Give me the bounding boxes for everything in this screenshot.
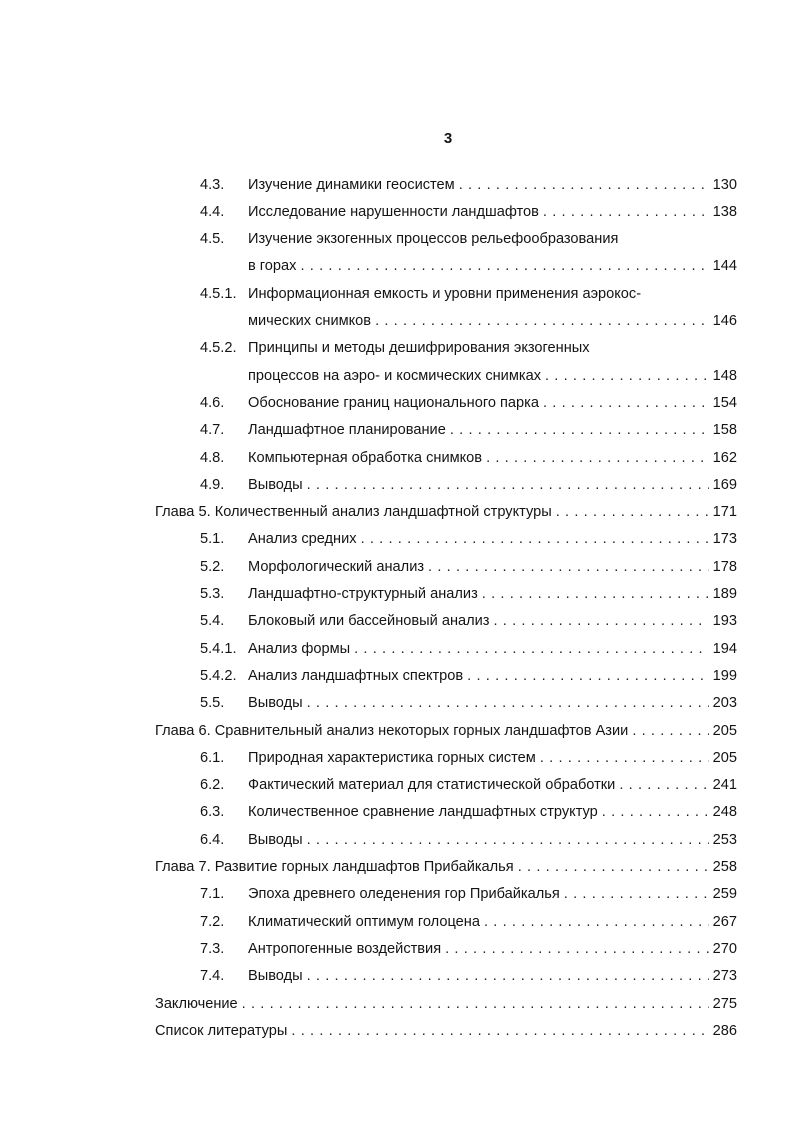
toc-entry: [200, 963, 737, 990]
dot-leader: [361, 531, 709, 547]
toc-entry: [200, 389, 737, 416]
toc-entry: [200, 198, 737, 225]
toc-entry: [200, 799, 737, 826]
page-ref: 178: [712, 558, 737, 575]
toc-entry: [200, 935, 737, 962]
section-title: Эпоха древнего оледенения гор Прибайкалья: [248, 886, 560, 903]
page-ref: 275: [712, 995, 737, 1012]
toc-entry-line: [200, 226, 737, 253]
page-ref: 158: [712, 422, 737, 439]
page-ref: 259: [712, 886, 737, 903]
section-title: Блоковый или бассейновый анализ: [248, 613, 490, 630]
section-title: процессов на аэро- и космических снимках: [248, 367, 541, 384]
dot-leader: [307, 832, 709, 848]
section-number: 6.3.: [200, 804, 225, 821]
section-title: Анализ ландшафтных спектров: [248, 667, 464, 684]
toc-entry: [155, 854, 737, 881]
page-ref: 286: [712, 1022, 737, 1039]
page-ref: 173: [712, 531, 737, 548]
page-ref: 270: [712, 940, 737, 957]
dot-leader: [459, 177, 709, 193]
page-ref: 130: [712, 176, 737, 193]
dot-leader: [291, 1023, 708, 1039]
section-title: Ландшафтное планирование: [248, 422, 446, 439]
page-ref: 154: [712, 394, 737, 411]
section-title: Выводы: [248, 695, 303, 712]
section-title: Климатический оптимум голоцена: [248, 913, 480, 930]
section-title: Глава 5. Количественный анализ ландшафтной структуры: [155, 504, 552, 521]
section-number: 6.1.: [200, 749, 225, 766]
dot-leader: [564, 886, 709, 902]
section-number: 4.9.: [200, 476, 225, 493]
toc-entry: [200, 881, 737, 908]
page-ref: 169: [712, 476, 737, 493]
page-ref: 194: [712, 640, 737, 657]
toc-entry: [200, 690, 737, 717]
page-ref: 144: [712, 258, 737, 275]
section-number: 5.4.: [200, 613, 225, 630]
toc-entry: [200, 772, 737, 799]
section-title: в горах: [248, 258, 297, 275]
dot-leader: [450, 422, 709, 438]
section-title: Информационная емкость и уровни применения аэрокос-: [248, 285, 642, 302]
section-title: Обоснование границ национального парка: [248, 394, 539, 411]
page-ref: 273: [712, 968, 737, 985]
page-ref: 205: [712, 749, 737, 766]
section-title: Выводы: [248, 476, 303, 493]
toc-entry: [155, 990, 737, 1017]
page-ref: 248: [712, 804, 737, 821]
section-title: Анализ формы: [248, 640, 351, 657]
section-number: 4.8.: [200, 449, 225, 466]
dot-leader: [428, 559, 709, 575]
page-ref: 189: [712, 586, 737, 602]
toc-entry: [155, 1017, 737, 1044]
section-number: 6.2.: [200, 777, 225, 794]
section-number: 5.5.: [200, 695, 225, 712]
section-number: 7.1.: [200, 886, 225, 903]
section-title: Принципы и методы дешифрирования экзогенных: [248, 340, 590, 357]
toc-entry: [248, 253, 737, 280]
dot-leader: [445, 941, 709, 957]
dot-leader: [482, 586, 709, 602]
section-number: 4.7.: [200, 422, 225, 439]
page-ref: 193: [712, 613, 737, 630]
page-ref: 162: [712, 449, 737, 466]
section-title: Выводы: [248, 968, 303, 985]
section-title: Фактический материал для статистической обработки: [248, 777, 616, 794]
dot-leader: [375, 313, 709, 329]
page-ref: 171: [712, 504, 737, 521]
section-title: Исследование нарушенности ландшафтов: [248, 203, 539, 220]
page-ref: 138: [712, 203, 737, 220]
dot-leader: [543, 395, 709, 411]
dot-leader: [518, 859, 709, 875]
section-title: Заключение: [155, 995, 238, 1012]
section-number: 7.3.: [200, 940, 225, 957]
section-title: Выводы: [248, 831, 303, 848]
toc-entry: [200, 635, 737, 662]
section-title: Компьютерная обработка снимков: [248, 449, 483, 466]
section-number: 5.2.: [200, 558, 225, 575]
section-number: 6.4.: [200, 831, 225, 848]
section-title: Ландшафтно-структурный анализ: [248, 586, 478, 602]
section-number: 5.3.: [200, 586, 225, 602]
dot-leader: [556, 504, 709, 520]
page-number: 3: [443, 130, 453, 147]
dot-leader: [619, 777, 708, 793]
toc-entry: [200, 744, 737, 771]
dot-leader: [493, 613, 708, 629]
toc-entry: [200, 908, 737, 935]
toc-entry: [200, 553, 737, 580]
dot-leader: [486, 450, 709, 466]
section-title: Природная характеристика горных систем: [248, 749, 536, 766]
dot-leader: [632, 723, 708, 739]
page-ref: 258: [712, 859, 737, 875]
dot-leader: [545, 368, 709, 384]
toc-entry: [155, 717, 737, 744]
section-number: 4.5.1.: [200, 285, 237, 302]
toc-entry: [200, 662, 737, 689]
section-title: мических снимков: [248, 313, 372, 329]
toc-entry: [200, 608, 737, 635]
section-number: 4.6.: [200, 394, 225, 411]
section-number: 5.4.2.: [200, 667, 237, 684]
section-title: Изучение экзогенных процессов рельефообразования: [248, 231, 619, 248]
dot-leader: [307, 968, 709, 984]
section-number: 4.5.2.: [200, 340, 237, 357]
page-ref: 203: [712, 695, 737, 712]
toc-entry: [248, 308, 737, 335]
dot-leader: [307, 695, 709, 711]
dot-leader: [242, 996, 709, 1012]
toc-entry: [200, 581, 737, 608]
toc-entry: [200, 826, 737, 853]
dot-leader: [540, 750, 709, 766]
page-ref: 267: [712, 913, 737, 930]
toc-entry: [200, 526, 737, 553]
toc-entry-line: [200, 280, 737, 307]
section-title: Количественное сравнение ландшафтных структур: [248, 804, 598, 821]
section-number: 4.5.: [200, 231, 225, 248]
toc-entry: [200, 171, 737, 198]
dot-leader: [300, 258, 708, 274]
section-number: 4.3.: [200, 176, 225, 193]
dot-leader: [543, 204, 709, 220]
section-title: Изучение динамики геосистем: [248, 176, 455, 193]
toc-entry: [248, 362, 737, 389]
page-ref: 146: [712, 313, 737, 329]
toc-entry: [200, 444, 737, 471]
section-title: Глава 6. Сравнительный анализ некоторых горных ландшафтов Азии: [155, 722, 629, 739]
page-ref: 253: [712, 831, 737, 848]
section-number: 7.2.: [200, 913, 225, 930]
page-ref: 148: [712, 367, 737, 384]
section-title: Анализ средних: [248, 531, 357, 548]
page-ref: 205: [712, 722, 737, 739]
section-number: 5.4.1.: [200, 640, 237, 657]
page-ref: 241: [712, 777, 737, 794]
dot-leader: [602, 804, 709, 820]
toc-entry: [155, 499, 737, 526]
dot-leader: [354, 641, 709, 657]
section-title: Глава 7. Развитие горных ландшафтов Прибайкалья: [155, 859, 514, 875]
dot-leader: [307, 477, 709, 493]
dot-leader: [484, 914, 709, 930]
section-number: 7.4.: [200, 968, 225, 985]
section-title: Список литературы: [155, 1022, 288, 1039]
section-title: Морфологический анализ: [248, 558, 425, 575]
section-title: Антропогенные воздействия: [248, 940, 442, 957]
page-ref: 199: [712, 667, 737, 684]
toc-entry: [200, 471, 737, 498]
section-number: 4.4.: [200, 203, 225, 220]
section-number: 5.1.: [200, 531, 225, 548]
toc-entry: [200, 417, 737, 444]
dot-leader: [467, 668, 708, 684]
toc-entry-line: [200, 335, 737, 362]
